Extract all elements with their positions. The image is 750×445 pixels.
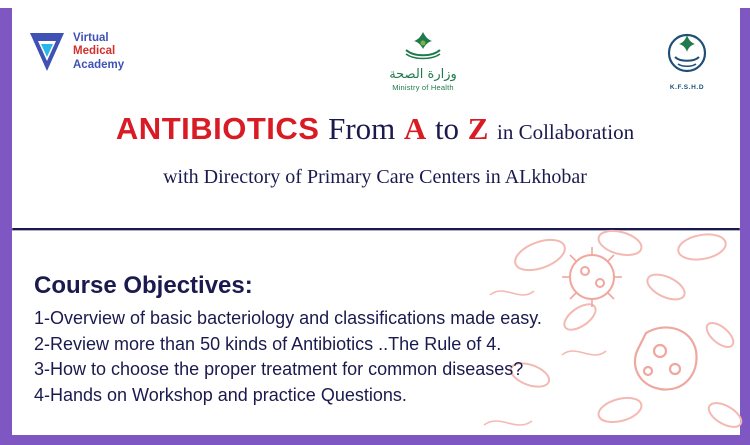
moh-emblem-icon — [400, 47, 446, 64]
kfshd-logo — [654, 26, 720, 91]
main-title — [0, 112, 750, 146]
title-antibiotics: ANTIBIOTICS — [115, 111, 320, 146]
bottom-edge-bar — [0, 435, 750, 445]
vma-line-3: Academy — [73, 58, 125, 71]
moh-arabic-name: وزارة الصحة — [389, 67, 457, 82]
ministry-of-health-logo — [368, 30, 478, 92]
title-from: From — [328, 111, 396, 146]
virtual-medical-academy-logo — [28, 30, 124, 74]
objective-item-3: 3-How to choose the proper treatment for common diseases? — [34, 359, 524, 380]
subtitle: with Directory of Primary Care Centers in ALkhobar — [163, 166, 587, 189]
kfshd-circle-icon — [661, 65, 713, 82]
title-collaboration: in Collaboration — [497, 120, 635, 144]
vma-triangle-icon — [28, 30, 66, 74]
vma-line-1: Virtual — [73, 31, 109, 44]
vma-line-2: Medical — [73, 45, 116, 58]
objectives-heading: Course Objectives: — [34, 272, 253, 299]
title-divider — [12, 228, 740, 230]
title-to: to — [434, 111, 460, 146]
moh-english-name: Ministry of Health — [392, 83, 454, 92]
objective-item-4: 4-Hands on Workshop and practice Questions. — [34, 384, 407, 405]
objective-item-2: 2-Review more than 50 kinds of Antibiotics ..The Rule of 4. — [34, 333, 502, 354]
kfshd-label: K.F.S.H.D — [669, 84, 705, 91]
title-letter-a: A — [403, 111, 427, 146]
course-objectives-section — [34, 272, 554, 408]
title-letter-z: Z — [467, 111, 489, 146]
title-block — [0, 112, 750, 189]
logo-header — [0, 0, 750, 112]
vma-wordmark — [73, 32, 124, 73]
objective-item-1: 1-Overview of basic bacteriology and classifications made easy. — [34, 308, 542, 328]
